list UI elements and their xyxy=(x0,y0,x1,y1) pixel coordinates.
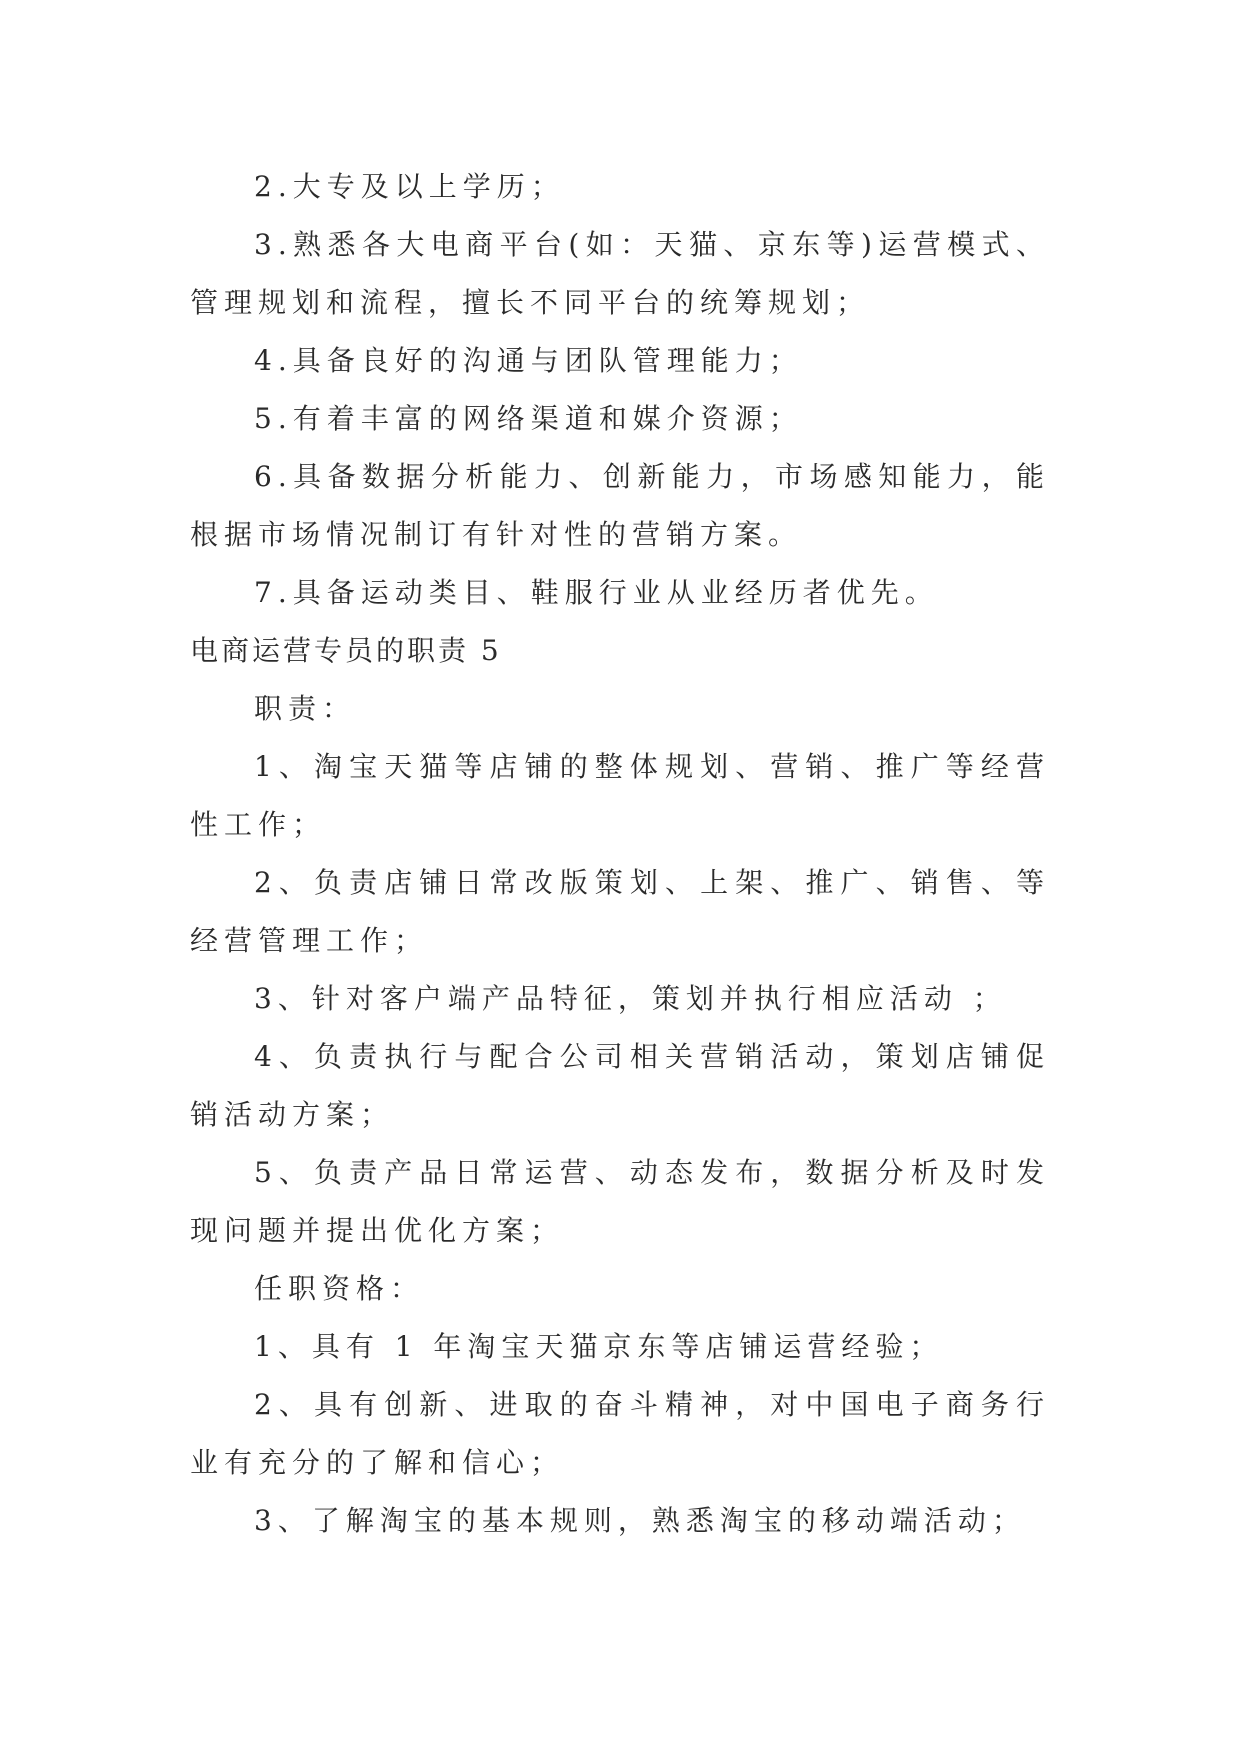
section-heading: 电商运营专员的职责 5 xyxy=(190,634,502,667)
qualifications-label: 任职资格： xyxy=(254,1272,425,1305)
requirement-item-3: 3.熟悉各大电商平台(如：天猫、京东等)运营模式、管理规划和流程，擅长不同平台的统筹规划； xyxy=(190,228,1050,319)
requirement-item-6: 6.具备数据分析能力、创新能力，市场感知能力，能根据市场情况制订有针对性的营销方案。 xyxy=(190,460,1050,551)
requirement-item-4: 4.具备良好的沟通与团队管理能力； xyxy=(254,344,803,377)
duties-label: 职责： xyxy=(254,692,357,725)
duty-item-4: 4、负责执行与配合公司相关营销活动，策划店铺促销活动方案； xyxy=(190,1040,1050,1131)
duty-item-3: 3、针对客户端产品特征，策划并执行相应活动 ； xyxy=(254,982,1007,1015)
qualification-item-2: 2、具有创新、进取的奋斗精神，对中国电子商务行业有充分的了解和信心； xyxy=(190,1388,1050,1479)
requirement-item-7: 7.具备运动类目、鞋服行业从业经历者优先。 xyxy=(254,576,939,609)
qualification-item-3: 3、了解淘宝的基本规则，熟悉淘宝的移动端活动； xyxy=(254,1504,1026,1537)
duty-item-5: 5、负责产品日常运营、动态发布，数据分析及时发现问题并提出优化方案； xyxy=(190,1156,1050,1247)
requirement-item-2: 2.大专及以上学历； xyxy=(254,170,565,203)
duty-item-2: 2、负责店铺日常改版策划、上架、推广、销售、等经营管理工作； xyxy=(190,866,1050,957)
document-body xyxy=(190,158,1050,1550)
duty-item-1: 1、淘宝天猫等店铺的整体规划、营销、推广等经营性工作； xyxy=(190,750,1050,841)
qualification-item-1: 1、具有 1 年淘宝天猫京东等店铺运营经验； xyxy=(254,1330,944,1363)
requirement-item-5: 5.有着丰富的网络渠道和媒介资源； xyxy=(254,402,803,435)
